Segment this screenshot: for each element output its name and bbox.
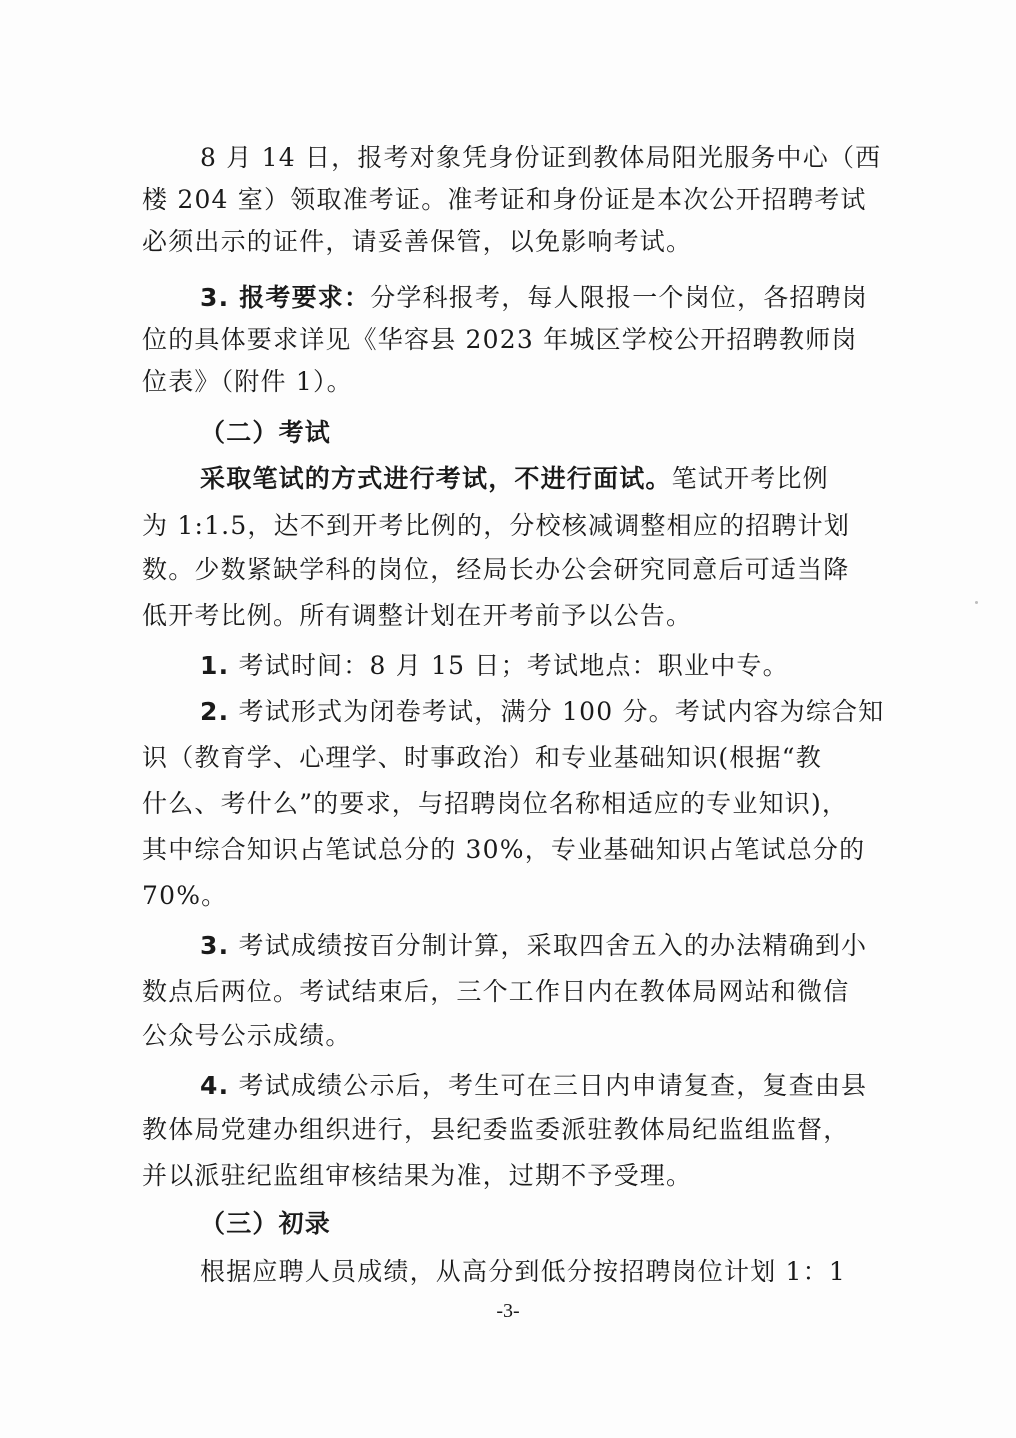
item-text: 考试成绩按百分制计算，采取四舍五入的办法精确到小 [229, 931, 868, 960]
paragraph-line: 教体局党建办组织进行，县纪委监委派驻教体局纪监组监督， [142, 1115, 850, 1144]
item-text: 分学科报考，每人限报一个岗位，各招聘岗 [370, 283, 869, 312]
paragraph-line: 70%。 [142, 881, 228, 910]
paragraph-line: 识（教育学、心理学、时事政治）和专业基础知识(根据“教 [142, 743, 822, 772]
paragraph-line [200, 928, 872, 964]
item-text: 笔试开考比例 [671, 464, 829, 493]
item-text: 考试成绩公示后，考生可在三日内申请复查，复查由县 [229, 1071, 868, 1100]
paragraph-line: 8 月 14 日，报考对象凭身份证到教体局阳光服务中心（西 [200, 143, 882, 172]
item-number: 3. [200, 931, 230, 960]
item-text: 考试时间：8 月 15 日；考试地点：职业中专。 [229, 651, 789, 680]
item-text: 考试形式为闭卷考试，满分 100 分。考试内容为综合知 [229, 697, 885, 726]
paragraph-line [200, 461, 872, 497]
item-number: 2. [200, 697, 230, 726]
item-number: 4. [200, 1071, 230, 1100]
scan-speck [975, 601, 978, 604]
paragraph-line: 楼 204 室）领取准考证。准考证和身份证是本次公开招聘考试 [142, 185, 867, 214]
item-number: 1. [200, 651, 230, 680]
paragraph-line: 必须出示的证件，请妥善保管，以免影响考试。 [142, 227, 693, 256]
paragraph-line [200, 694, 885, 730]
paragraph-line: 位的具体要求详见《华容县 2023 年城区学校公开招聘教师岗 [142, 325, 858, 354]
paragraph-line: 并以派驻纪监组审核结果为准，过期不予受理。 [142, 1161, 693, 1190]
paragraph-line: 低开考比例。所有调整计划在开考前予以公告。 [142, 601, 693, 630]
paragraph-line: 什么、考什么”的要求，与招聘岗位名称相适应的专业知识)， [142, 789, 849, 818]
paragraph-line: 根据应聘人员成绩，从高分到低分按招聘岗位计划 1：1 [200, 1257, 846, 1286]
paragraph-line: 公众号公示成绩。 [142, 1021, 352, 1050]
paragraph-line [200, 648, 872, 684]
paragraph-line: 其中综合知识占笔试总分的 30%，专业基础知识占笔试总分的 [142, 835, 866, 864]
paragraph-line: 为 1:1.5，达不到开考比例的，分校核减调整相应的招聘计划 [142, 511, 851, 540]
item-heading: 3. 报考要求： [200, 283, 371, 312]
paragraph-line: 数。少数紧缺学科的岗位，经局长办公会研究同意后可适当降 [142, 555, 850, 584]
section-heading: （三）初录 [200, 1209, 332, 1238]
emphasis-text: 采取笔试的方式进行考试，不进行面试。 [200, 464, 672, 493]
section-heading: （二）考试 [200, 418, 332, 447]
paragraph-line: 位表》（附件 1）。 [142, 367, 353, 396]
paragraph-line: 数点后两位。考试结束后，三个工作日内在教体局网站和微信 [142, 977, 850, 1006]
page-number: -3- [496, 1300, 520, 1322]
paragraph-line [200, 1068, 872, 1104]
paragraph-line [200, 280, 872, 316]
